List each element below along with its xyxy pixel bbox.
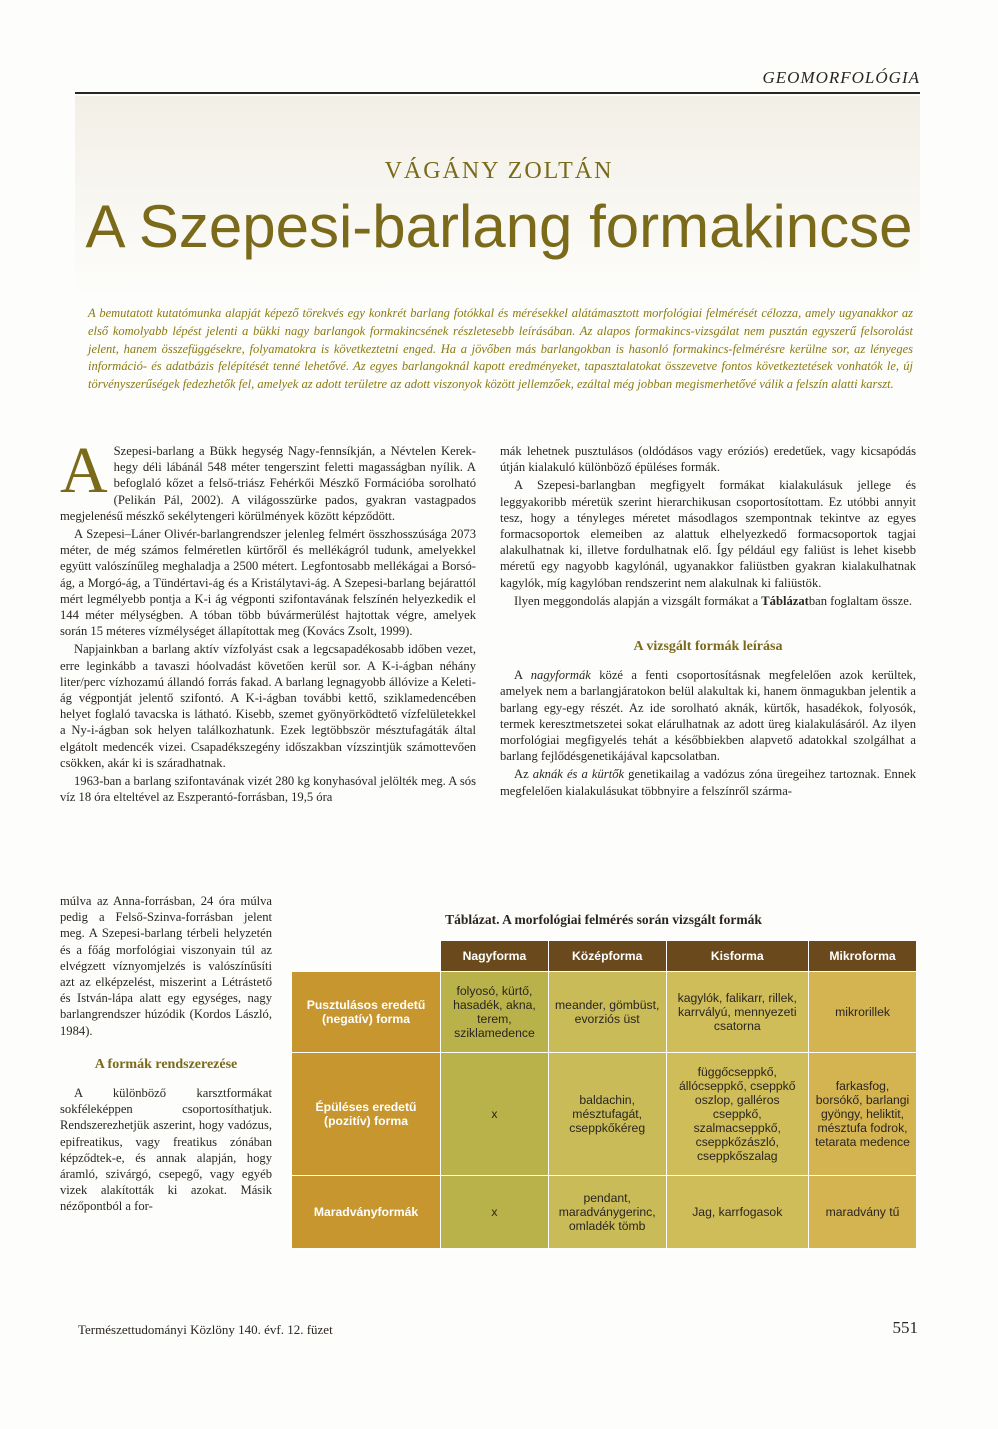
table-row-header: Pusztulásos eredetű (negatív) forma [292,972,441,1053]
article-title: A Szepesi-barlang formakincse [85,193,913,260]
table-caption: Táblázat. A morfológiai felmérés során vizsgált formák [445,912,762,927]
journal-footer: Természettudományi Közlöny 140. évf. 12. füzet [78,1322,333,1337]
table-cell: pendant, maradványgerinc, omladék tömb [548,1176,666,1249]
text-run: genetikailag a vadózus zóna üregeihez tartoznak. Ennek megfelelően kialakulásukat többnyire a felszínről szárma- [500,767,917,798]
paragraph [500,766,916,798]
table-cell: Jag, karrfogasok [666,1176,809,1249]
table-cell: x [441,1053,549,1176]
text-run: Ilyen meggondolás alapján a vizsgált formákat a [514,593,762,608]
paragraph: Napjainkban a barlang aktív vízfolyást csak a legcsapadékosabb időben vezet, erre leginkább a tavaszi hóolvadást követően kerül sor. A K-i-ágban néhány liter/perc vízhozamú állandó forrás fakad. A barlang legnagyobb állóvize a Keleti-ág végpontját jelentő szifontó. A K-i-ágban további kettő, sziklamedencében helyet foglaló tavacska is látható. Kisebb, szemet gyönyörködtető vízfelületekkel a Ny-i-ágban sok helyen találkozhatunk. Ezek legtöbbször mésztufagáták által elgátolt medencék vizei. Csapadékszegény időszakban vízszintjük számottevően csökken, akár ki is száradhatnak. [60,642,476,770]
table-row-header: Épüléses eredetű (pozitív) forma [292,1053,441,1176]
section-label: GEOMORFOLÓGIA [762,68,920,87]
table-column-header: Középforma [548,941,666,972]
paragraph-continued: mák lehetnek pusztulásos (oldódásos vagy eróziós) eredetűek, vagy kicsapódás útján kialakuló különböző épüléses formák. [500,444,916,475]
text-run: Az [514,767,533,782]
table-column-header: Nagyforma [441,941,549,972]
table-cell: meander, gömbüst, evorziós üst [548,972,666,1053]
left-column-lower [60,893,272,1217]
paragraph-continued: múlva az Anna-forrásban, 24 óra múlva pedig a Felső-Szinva-forrásban jelent meg. A Szepesi-barlang térbeli helyzetén és a főág morfológiai viszonyain túl az elvégzett víznyomjelzés is valószínűsíti azt az elképzelést, miszerint a Létrástető és István-lápa alatt egy egységes, nagy barlangrendszer húzódik (Kordos László, 1984). [60,894,272,1038]
left-column-upper [60,434,476,807]
table-column-header: Mikroforma [809,941,917,972]
section-heading-formak-rendszerezese: A formák rendszerezése [94,1056,238,1072]
table-row [292,1053,917,1176]
emphasis: nagyformák [530,668,591,683]
header-rule [75,92,920,94]
table-cell: kagylók, falikarr, rillek, karrvályú, mennyezeti csatorna [666,972,809,1053]
paragraph [500,593,916,609]
table-row [292,972,917,1053]
table-cell: mikrorillek [809,972,917,1053]
text-run: közé a fenti csoportosításnak megfelelően azok kerültek, amelyek nem a barlangjáratokon belül alakultak ki, hanem önmagukban jelentik a barlang egy-egy részét. Az ide sorolható aknák, kürtők, hasadékok, folyosók, termek keresztmetszetei sokat elárulhatnak az adott üreg kialakulásáról. Az ilyen morfológiai megfigyelés tehát a későbbiekben alapvető adatokkal szolgálhat a barlang fejlődésgenetikájával kapcsolatban. [500,668,916,764]
table-reference: Táblázat [761,593,809,608]
table-cell: maradvány tű [809,1176,917,1249]
table-cell: farkasfog, borsókő, barlangi gyöngy, heliktit, mésztufa fodrok, tetarata medence [809,1053,917,1176]
table-corner [292,941,441,972]
table-cell: x [441,1176,549,1249]
emphasis: aknák és a kürtők [532,767,625,782]
article-author: VÁGÁNY ZOLTÁN [384,158,614,184]
intro-paragraph [60,434,476,524]
forms-table [291,940,917,1249]
table-cell: folyosó, kürtő, hasadék, akna, terem, sziklamedence [441,972,549,1053]
paragraph [500,667,916,764]
table-column-header: Kisforma [666,941,809,972]
article-abstract: A bemutatott kutatómunka alapját képező törekvés egy konkrét barlang fotókkal és mérésekkel alátámasztott morfológiai felmérését célozza, amely ugyanakkor az első komolyabb lépést jelenti a bükki nagy barlangok formakincsének részletesebb leírásában. Az alapos formakincs-vizsgálat nem pusztán egyszerű felsorolást jelent, hanem összefüggésekre, folyamatokra is következtetni enged. Ha a jövőben más barlangokban is hasonló formakincs-felmérésre kerülne sor, az lényeges információ- és adatbázis felépítését tenné lehetővé. Az egyes barlangoknál kapott eredményeket, tapasztalatokat összevetve fontos következtetések vonhatók le, új törvényszerűségek fedezhetők fel, amelyek az adott területre az adott viszonyok között jellemzőek, ezáltal még jobban megismerhetővé válik a felszín alatti karszt. [88,306,913,392]
text-run: A [514,668,531,683]
paragraph: A különböző karsztformákat sokféleképpen csoportosíthatjuk. Rendszerezhetjük aszerint, hogy vadózus, epifreatikus, vagy freatikus zónában képződtek-e, és annak alapján, hogy áramló, szivárgó, csepegő, vagy egyéb vizek alakították ki azokat. Másik nézőpontból a for- [60,1086,272,1214]
intro-text: Szepesi-barlang a Bükk hegység Nagy-fennsíkján, a Névtelen Kerek-hegy déli lábánál 548 méter tengerszint feletti magasságban nyílik. A befoglaló kőzet a felső-triász Fehérkői Mészkő Formációba sorolható (Pelikán Pál, 2002). A világosszürke pados, gyakran vastagpados megjelenésű mészkő sekélytengeri körülmények között képződött. [60,444,476,523]
right-column [500,443,916,801]
paragraph: A Szepesi–Láner Olivér-barlangrendszer jelenleg felmért összhosszúsága 2073 méter, de még számos felméretlen kürtőről és mellékágról tudunk, amelyekkel együtt valószínűleg meghaladja a 2500 métert. Legfontosabb mellékágai a Borsó-ág, a Morgó-ág, a Tündértavi-ág és a Kristálytavi-ág. A Szepesi-barlang bejárattól mért legmélyebb pontja a K-i ág végponti szifontavának felszínén helyezkedik el 144 méter mélységben. A tóban több búvármerülést hajtottak végre, amelyek során 15 méteres vízmélységet állapítottak meg (Kovács Zsolt, 1999). [60,527,476,639]
table-row [292,1176,917,1249]
table-row-header: Maradványformák [292,1176,441,1249]
table-header-row [292,941,917,972]
drop-cap: A [60,434,108,507]
paragraph: 1963-ban a barlang szifontavának vizét 280 kg konyhasóval jelölték meg. A sós víz 18 óra elteltével az Eszperantó-forrásban, 19,5 óra [60,774,476,805]
section-heading-vizsgalt-formak: A vizsgált formák leírása [633,639,783,655]
table-cell: baldachin, mésztufagát, cseppkőkéreg [548,1053,666,1176]
paragraph: A Szepesi-barlangban megfigyelt formákat kialakulásuk jellege és leggyakoribb méretük szerint hierarchikusan csoportosítottam. Ez utóbbi annyit tesz, hogy a tényleges méretet másodlagos szempontnak tekintve az egyes formacsoportok elemeiben az alattuk elhelyezkedő formacsoportok tagjai alakulhatnak ki, illetve fordulhatnak elő. Így például egy faliüst is lehet kisebb méretű egy nagyobb kagylónál, ugyanakkor faliüstben gyakran kialakulhatnak kagylók, míg kagylóban rendszerint nem alakulnak ki faliüstök. [500,478,916,590]
table-cell: függőcseppkő, állócseppkő, cseppkő oszlop, galléros cseppkő, szalmacseppkő, cseppkőzászló, cseppkőszalag [666,1053,809,1176]
page-number: 551 [892,1318,918,1337]
text-run: ban foglaltam össze. [808,593,912,608]
